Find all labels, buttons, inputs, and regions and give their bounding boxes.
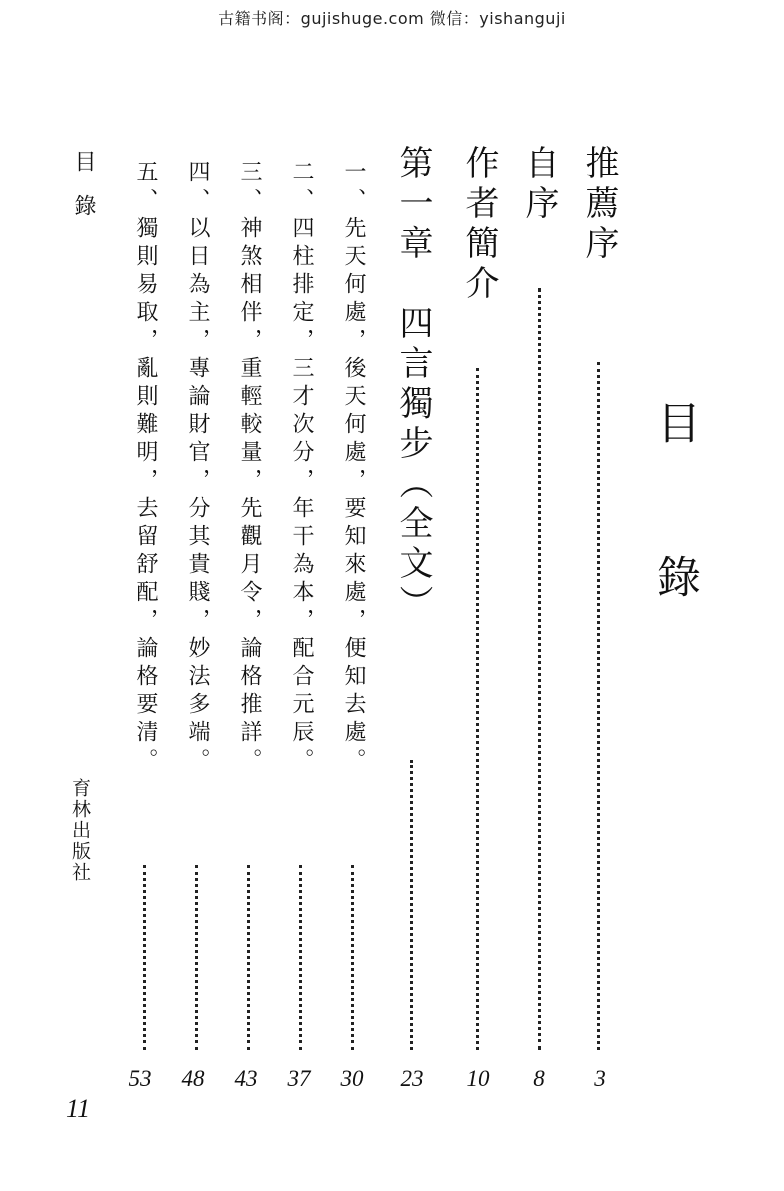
dot-leader bbox=[299, 865, 302, 1050]
toc-entry-section-4: 四、以日為主，專論財官，分其貴賤，妙法多端。 bbox=[185, 160, 210, 776]
page-number: 8 bbox=[533, 1066, 545, 1091]
page-number: 10 bbox=[466, 1066, 490, 1091]
page-number: 37 bbox=[287, 1066, 311, 1091]
dot-leader bbox=[195, 865, 198, 1050]
toc-entry-author-intro: 作者簡介 bbox=[459, 145, 499, 305]
toc-entry-section-5: 五、獨則易取，亂則難明，去留舒配，論格要清。 bbox=[133, 160, 158, 776]
page-number: 53 bbox=[128, 1066, 152, 1091]
dot-leader bbox=[143, 865, 146, 1050]
toc-entry-section-3: 三、神煞相伴，重輕較量，先觀月令，論格推詳。 bbox=[237, 160, 262, 776]
toc-entry-chapter-1: 第一章 四言獨步（全文） bbox=[393, 145, 433, 625]
page-title: 目錄 bbox=[649, 400, 700, 708]
toc-entry-section-2: 二、四柱排定，三才次分，年干為本，配合元辰。 bbox=[289, 160, 314, 776]
page-number: 48 bbox=[181, 1066, 205, 1091]
page-number: 30 bbox=[340, 1066, 364, 1091]
toc-entry-section-1: 一、先天何處，後天何處，要知來處，便知去處。 bbox=[341, 160, 366, 776]
dot-leader bbox=[247, 865, 250, 1050]
toc-entry-author-preface: 自序 bbox=[519, 145, 559, 225]
running-head: 目錄 bbox=[71, 150, 96, 238]
toc-entry-preface: 推薦序 bbox=[579, 145, 619, 265]
dot-leader bbox=[476, 368, 479, 1050]
publisher-name: 育林出版社 bbox=[69, 778, 91, 883]
dot-leader bbox=[597, 362, 600, 1050]
dot-leader bbox=[410, 760, 413, 1050]
page-number: 23 bbox=[400, 1066, 424, 1091]
page-number: 43 bbox=[234, 1066, 258, 1091]
folio-page-number: 11 bbox=[66, 1094, 91, 1123]
watermark: 古籍书阁：gujishuge.com 微信：yishanguji bbox=[218, 9, 566, 28]
dot-leader bbox=[538, 288, 541, 1050]
dot-leader bbox=[351, 865, 354, 1050]
page-number: 3 bbox=[594, 1066, 606, 1091]
